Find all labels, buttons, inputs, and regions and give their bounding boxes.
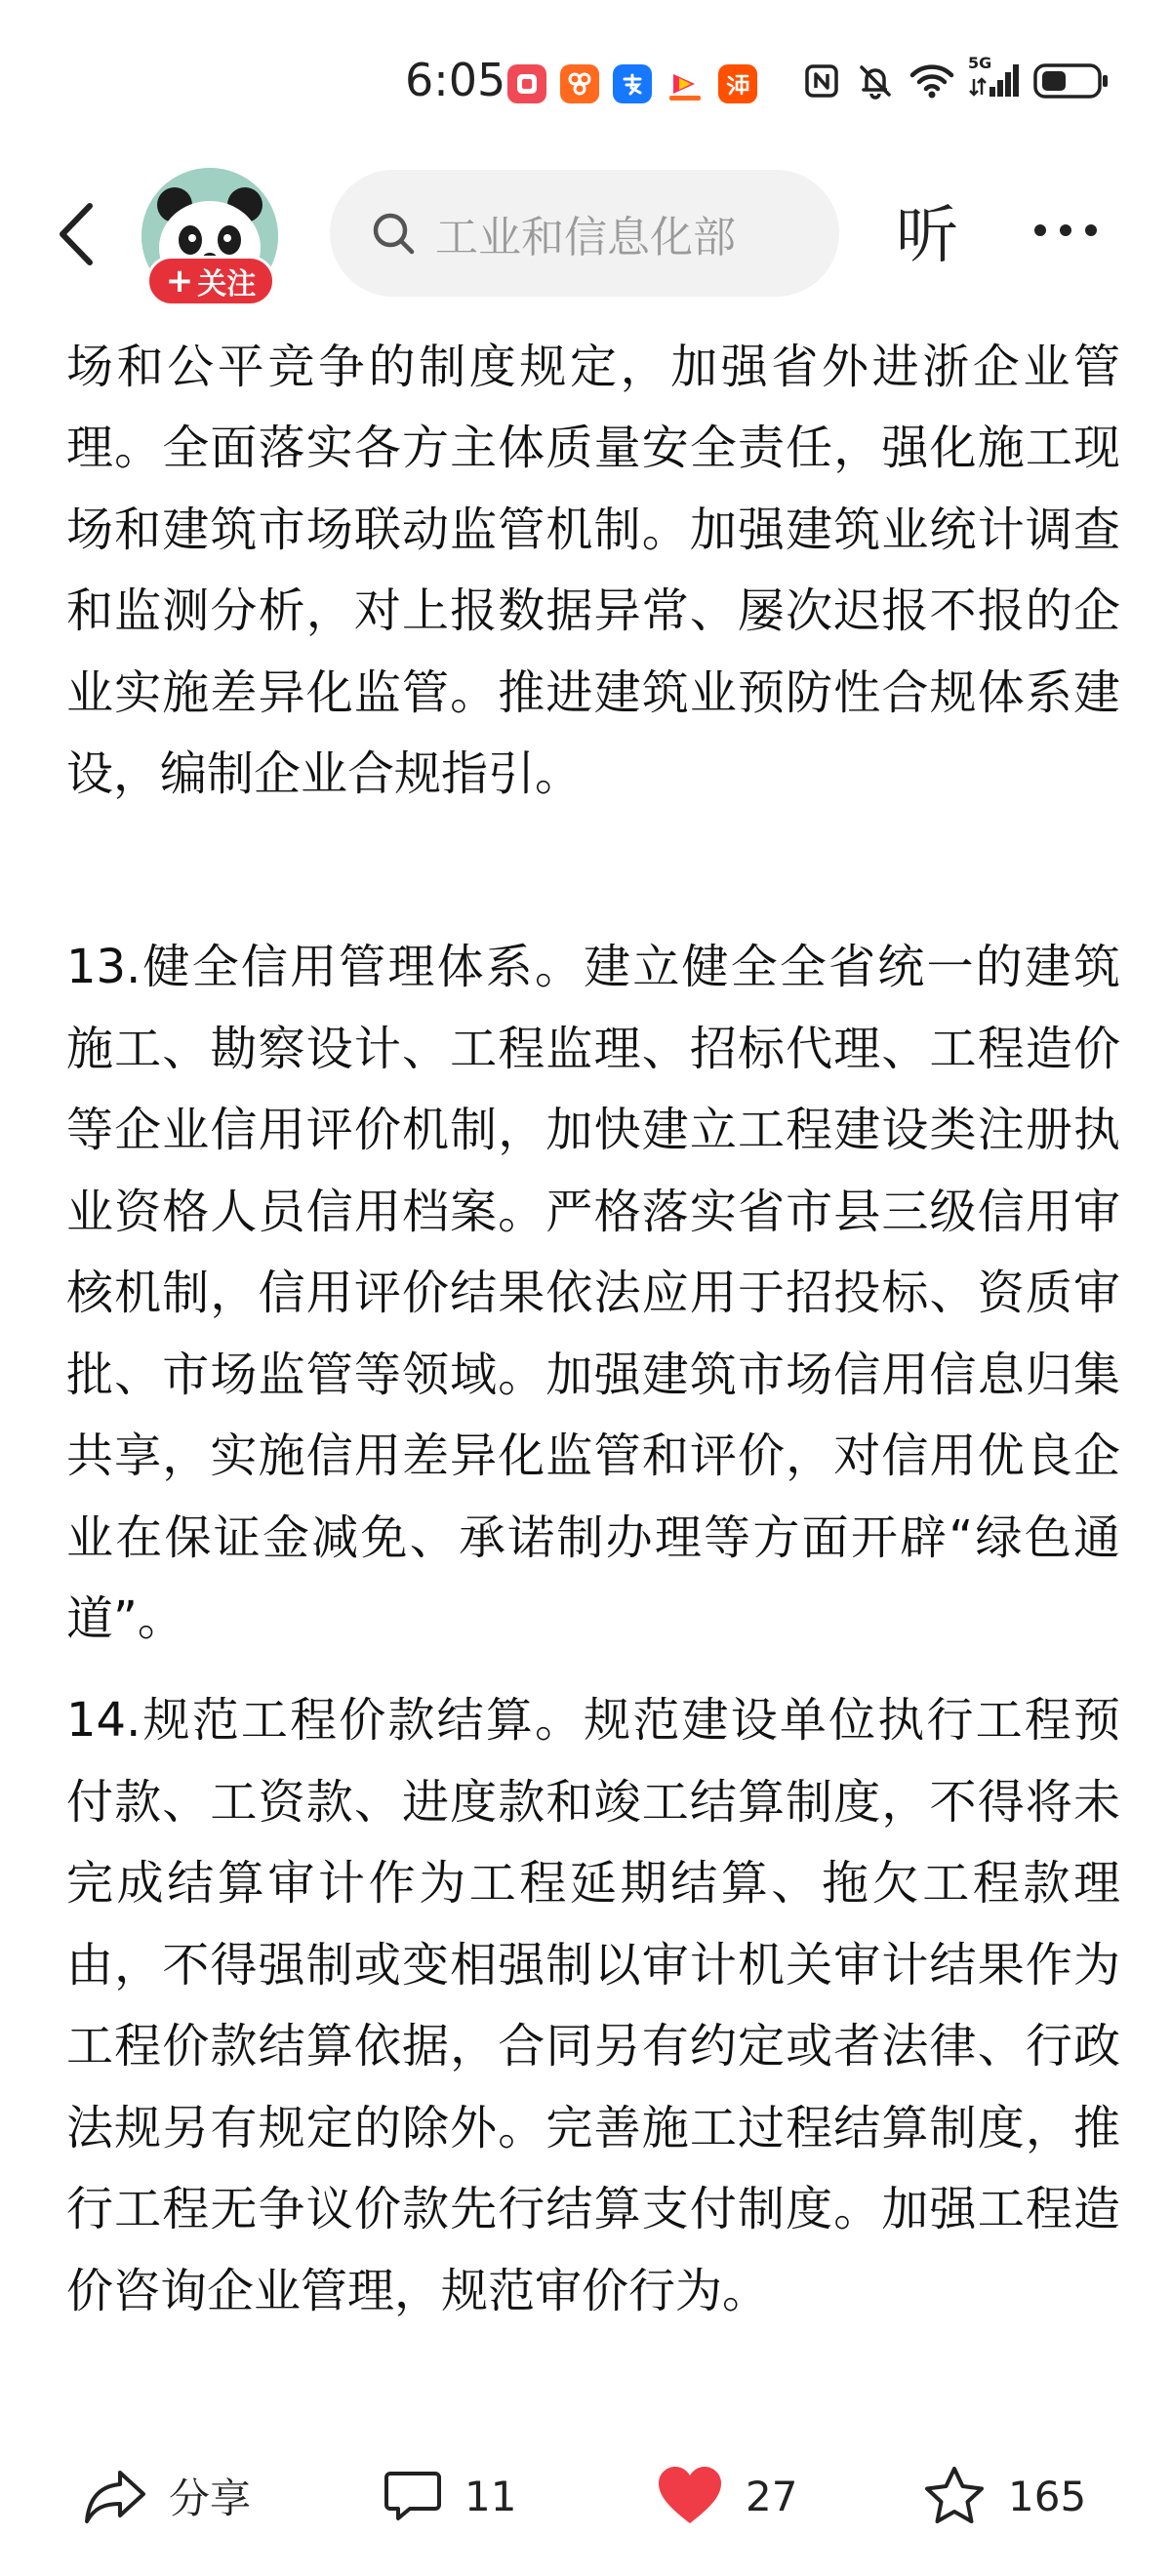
more-dot-icon bbox=[1060, 224, 1071, 236]
favorite-count: 165 bbox=[1008, 2472, 1087, 2520]
search-bar[interactable] bbox=[330, 170, 839, 297]
paragraph-top-clip bbox=[66, 317, 1120, 903]
alipay-icon bbox=[613, 64, 652, 103]
chevron-left-icon bbox=[49, 200, 107, 268]
comment-icon bbox=[383, 2468, 443, 2524]
bottom-action-bar bbox=[0, 2428, 1171, 2576]
like-button[interactable] bbox=[656, 2457, 797, 2535]
more-options-button[interactable] bbox=[1034, 224, 1097, 236]
more-dot-icon bbox=[1034, 224, 1046, 236]
favorite-button[interactable] bbox=[922, 2457, 1086, 2535]
listen-button[interactable]: 听 bbox=[896, 200, 958, 272]
author-avatar-wrap[interactable] bbox=[141, 168, 278, 304]
star-icon bbox=[922, 2465, 987, 2527]
more-dot-icon bbox=[1085, 224, 1097, 236]
back-button[interactable] bbox=[49, 200, 107, 268]
status-time: 6:05 bbox=[405, 54, 506, 106]
status-bar bbox=[0, 0, 1171, 156]
wifi-icon bbox=[909, 61, 954, 101]
comment-count: 11 bbox=[464, 2472, 517, 2520]
comment-button[interactable] bbox=[383, 2457, 516, 2535]
video-app-icon bbox=[666, 64, 705, 103]
cellular-signal-icon bbox=[968, 54, 1019, 101]
follow-button[interactable] bbox=[146, 256, 275, 306]
network-type-label: 5G bbox=[968, 54, 992, 72]
share-label: 分享 bbox=[169, 2475, 252, 2522]
plus-icon: + bbox=[165, 262, 194, 301]
article-paragraph-12-end: 场和公平竞争的制度规定，加强省外进浙企业管理。全面落实各方主体质量安全责任，强化施工现场和建筑市场联动监管机制。加强建筑业统计调查和监测分析，对上报数据异常、屡次迟报不报的企业实施差异化监管。推进建筑业预防性合规体系建设，编制企业合规指引。 bbox=[66, 339, 1120, 801]
top-navigation-bar bbox=[0, 156, 1171, 317]
red-app-icon bbox=[507, 64, 546, 103]
follow-label: 关注 bbox=[197, 267, 257, 302]
like-count: 27 bbox=[746, 2472, 798, 2520]
mute-bell-icon bbox=[855, 60, 896, 101]
system-icons bbox=[802, 54, 1110, 101]
taobao-icon bbox=[718, 64, 757, 103]
article-paragraph-13: 13.健全信用管理体系。建立健全全省统一的建筑施工、勘察设计、工程监理、招标代理、工程造价等企业信用评价机制，加快建立工程建设类注册执业资格人员信用档案。严格落实省市县三级信用审核机制，信用评价结果依法应用于招投标、资质审批、市场监管等领域。加强建筑市场信用信息归集共享，实施信用差异化监管和评价，对信用优良企业在保证金减免、承诺制办理等方面开辟“绿色通道”。 bbox=[66, 940, 1120, 1646]
battery-icon bbox=[1032, 61, 1110, 101]
share-button[interactable] bbox=[83, 2457, 251, 2535]
nfc-icon bbox=[802, 61, 841, 101]
search-icon bbox=[369, 209, 418, 258]
heart-icon bbox=[656, 2465, 724, 2527]
article-paragraph-14: 14.规范工程价款结算。规范建设单位执行工程预付款、工资款、进度款和竣工结算制度，不得将未完成结算审计作为工程延期结算、拖欠工程款理由，不得强制或变相强制以审计机关审计结果作为工程价款结算依据，合同另有约定或者法律、行政法规另有规定的除外。完善施工过程结算制度，推行工程无争议价款先行结算支付制度。加强工程造价咨询企业管理，规范审价行为。 bbox=[66, 1693, 1120, 2318]
orange-app-icon bbox=[560, 64, 599, 103]
search-placeholder: 工业和信息化部 bbox=[435, 213, 736, 262]
notification-app-icons bbox=[507, 64, 757, 103]
share-icon bbox=[83, 2467, 147, 2525]
